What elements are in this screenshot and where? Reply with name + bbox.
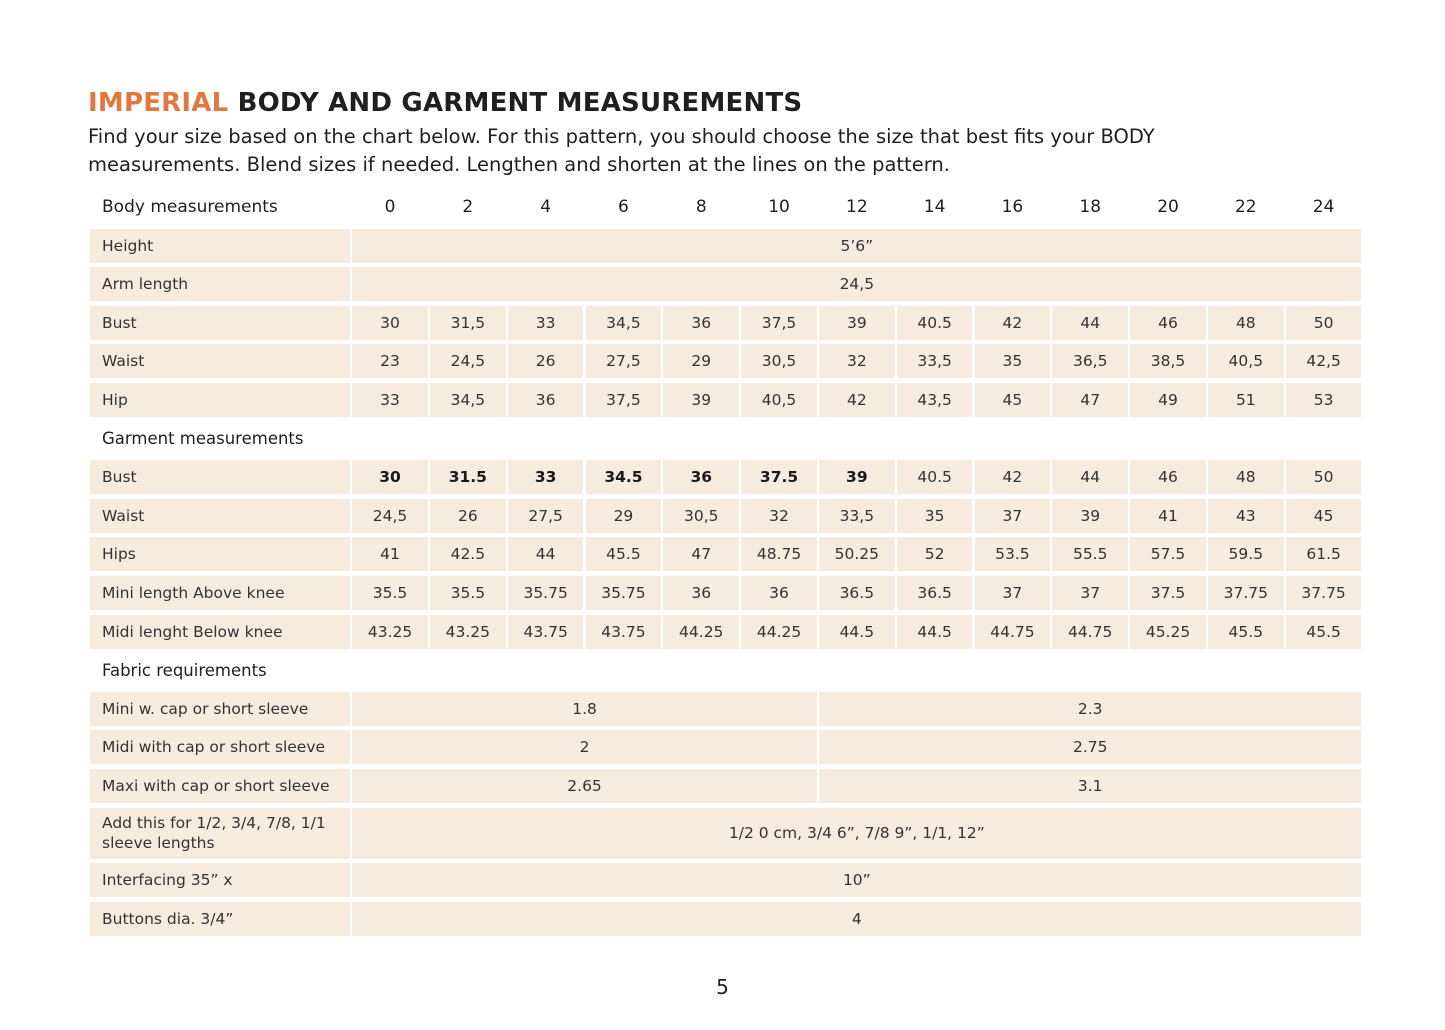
size-chart-table	[90, 190, 1359, 940]
table-cell: 44.25	[663, 615, 739, 649]
row-label: Waist	[90, 344, 350, 378]
table-cell: 44	[1052, 306, 1128, 340]
size-header: 20	[1157, 197, 1179, 217]
row-label: Midi lenght Below knee	[90, 615, 350, 649]
row-label: Interfacing 35” x	[90, 863, 350, 897]
table-cell: 42	[975, 306, 1051, 340]
title-rest: BODY AND GARMENT MEASUREMENTS	[228, 88, 803, 118]
table-cell: 34,5	[430, 383, 506, 417]
table-cell: 29	[663, 344, 739, 378]
size-header: 22	[1234, 197, 1257, 217]
table-cell: 37.5	[741, 460, 817, 494]
size-header: 6	[618, 197, 629, 217]
table-cell: 29	[586, 499, 662, 533]
table-cell: 26	[430, 499, 506, 533]
table-cell: 37,5	[741, 306, 817, 340]
size-header: 16	[1001, 197, 1024, 217]
table-cell: 40.5	[897, 460, 973, 494]
table-cell: 39	[819, 306, 895, 340]
table-cell: 33,5	[819, 499, 895, 533]
table-cell: 35	[975, 344, 1051, 378]
table-cell: 43.25	[352, 615, 428, 649]
table-cell: 36.5	[819, 576, 895, 610]
table-cell: 45.5	[1208, 615, 1284, 649]
table-cell: 36	[663, 576, 739, 610]
table-cell: 50	[1286, 306, 1362, 340]
table-cell: 37	[975, 576, 1051, 610]
table-cell: 35.5	[352, 576, 428, 610]
table-cell: 27,5	[586, 344, 662, 378]
table-cell: 45	[1286, 499, 1362, 533]
table-cell: 47	[663, 537, 739, 571]
title-accent: IMPERIAL	[88, 88, 229, 118]
table-cell: 45.25	[1130, 615, 1206, 649]
table-cell: 27,5	[508, 499, 584, 533]
row-label: Mini w. cap or short sleeve	[90, 692, 350, 726]
table-cell: 34,5	[586, 306, 662, 340]
table-cell: 36	[741, 576, 817, 610]
table-cell: 45.5	[586, 537, 662, 571]
table-cell: 37	[975, 499, 1051, 533]
size-header: 4	[540, 197, 552, 217]
table-cell: 26	[508, 344, 584, 378]
table-cell: 44	[1052, 460, 1128, 494]
table-cell: 40,5	[1208, 344, 1284, 378]
fabric-value: 2.75	[819, 730, 1361, 764]
table-cell: 42	[975, 460, 1051, 494]
size-header: 0	[384, 197, 396, 217]
table-cell: 37,5	[586, 383, 662, 417]
row-label: Bust	[90, 460, 350, 494]
table-cell: 43.25	[430, 615, 506, 649]
table-cell: 43.75	[586, 615, 662, 649]
table-cell: 24,5	[430, 344, 506, 378]
size-header: 14	[923, 197, 946, 217]
size-header: 24	[1312, 197, 1335, 217]
table-cell: 39	[1052, 499, 1128, 533]
table-cell: 31,5	[430, 306, 506, 340]
intro-line-1: Find your size based on the chart below. For this pattern, you should choose the size that best fits your BODY	[88, 125, 1155, 148]
table-cell: 37.75	[1286, 576, 1362, 610]
section-heading-garment: Garment measurements	[102, 429, 304, 449]
table-cell: 48	[1208, 460, 1284, 494]
table-cell: 40.5	[897, 306, 973, 340]
table-cell: 50	[1286, 460, 1362, 494]
table-cell: 36	[663, 460, 739, 494]
table-cell: 35.75	[508, 576, 584, 610]
table-cell: 48	[1208, 306, 1284, 340]
table-cell: 39	[819, 460, 895, 494]
fabric-value: 1.8	[352, 692, 816, 726]
height-value: 5’6”	[352, 229, 1361, 263]
table-cell: 32	[819, 344, 895, 378]
table-cell: 23	[352, 344, 428, 378]
table-cell: 50.25	[819, 537, 895, 571]
table-cell: 42.5	[430, 537, 506, 571]
size-header: 2	[462, 197, 474, 217]
row-label	[90, 808, 350, 859]
table-cell: 44.5	[819, 615, 895, 649]
intro-text	[88, 123, 1368, 179]
table-cell: 39	[663, 383, 739, 417]
table-cell: 45	[975, 383, 1051, 417]
table-cell: 53	[1286, 383, 1362, 417]
table-cell: 38,5	[1130, 344, 1206, 378]
table-cell: 33	[352, 383, 428, 417]
table-cell: 44.75	[975, 615, 1051, 649]
row-label: Maxi with cap or short sleeve	[90, 769, 350, 803]
table-cell: 36,5	[1052, 344, 1128, 378]
size-header: 18	[1079, 197, 1102, 217]
row-label: Hip	[90, 383, 350, 417]
header-label: Body measurements	[102, 197, 278, 217]
table-cell: 31.5	[430, 460, 506, 494]
row-label: Arm length	[90, 267, 350, 301]
section-heading-fabric: Fabric requirements	[102, 660, 267, 680]
size-header: 12	[846, 197, 868, 217]
row-label: Midi with cap or short sleeve	[90, 730, 350, 764]
interfacing-value: 10”	[352, 863, 1361, 897]
page-title	[88, 88, 802, 118]
table-cell: 44.5	[897, 615, 973, 649]
sleeve-value: 1/2 0 cm, 3/4 6”, 7/8 9”, 1/1, 12”	[352, 808, 1361, 859]
table-cell: 33	[508, 460, 584, 494]
size-header: 8	[695, 197, 707, 217]
table-cell: 40,5	[741, 383, 817, 417]
intro-line-2: measurements. Blend sizes if needed. Lengthen and shorten at the lines on the pattern.	[88, 153, 950, 176]
table-cell: 57.5	[1130, 537, 1206, 571]
fabric-value: 2.65	[352, 769, 816, 803]
table-cell: 35.75	[586, 576, 662, 610]
row-label: Bust	[90, 306, 350, 340]
fabric-value: 3.1	[819, 769, 1361, 803]
table-cell: 35	[897, 499, 973, 533]
page-number: 5	[716, 975, 729, 999]
sleeve-label-text: Add this for 1/2, 3/4, 7/8, 1/1 sleeve lengths	[102, 814, 326, 852]
table-cell: 49	[1130, 383, 1206, 417]
arm-length-value: 24,5	[352, 267, 1361, 301]
row-label: Mini length Above knee	[90, 576, 350, 610]
table-cell: 37.5	[1130, 576, 1206, 610]
table-cell: 46	[1130, 306, 1206, 340]
table-cell: 42	[819, 383, 895, 417]
table-cell: 33	[508, 306, 584, 340]
table-cell: 42,5	[1286, 344, 1362, 378]
table-cell: 44.75	[1052, 615, 1128, 649]
row-label: Buttons dia. 3/4”	[90, 902, 350, 936]
table-cell: 46	[1130, 460, 1206, 494]
table-cell: 32	[741, 499, 817, 533]
table-cell: 55.5	[1052, 537, 1128, 571]
table-cell: 41	[1130, 499, 1206, 533]
table-cell: 36	[663, 306, 739, 340]
table-cell: 30	[352, 460, 428, 494]
table-cell: 47	[1052, 383, 1128, 417]
table-cell: 33,5	[897, 344, 973, 378]
buttons-value: 4	[352, 902, 1361, 936]
table-cell: 37	[1052, 576, 1128, 610]
table-cell: 44.25	[741, 615, 817, 649]
table-cell: 34.5	[586, 460, 662, 494]
row-label: Height	[90, 229, 350, 263]
fabric-value: 2	[352, 730, 816, 764]
table-cell: 61.5	[1286, 537, 1362, 571]
table-cell: 43.75	[508, 615, 584, 649]
table-cell: 30	[352, 306, 428, 340]
table-cell: 52	[897, 537, 973, 571]
table-cell: 53.5	[975, 537, 1051, 571]
table-cell: 35.5	[430, 576, 506, 610]
row-label: Hips	[90, 537, 350, 571]
fabric-value: 2.3	[819, 692, 1361, 726]
table-cell: 30,5	[741, 344, 817, 378]
table-cell: 41	[352, 537, 428, 571]
table-cell: 43	[1208, 499, 1284, 533]
table-cell: 59.5	[1208, 537, 1284, 571]
table-cell: 36	[508, 383, 584, 417]
table-cell: 48.75	[741, 537, 817, 571]
size-header: 10	[768, 197, 790, 217]
table-cell: 51	[1208, 383, 1284, 417]
row-label: Waist	[90, 499, 350, 533]
table-cell: 24,5	[352, 499, 428, 533]
table-cell: 36.5	[897, 576, 973, 610]
table-cell: 30,5	[663, 499, 739, 533]
table-cell: 44	[508, 537, 584, 571]
table-cell: 45.5	[1286, 615, 1362, 649]
table-cell: 43,5	[897, 383, 973, 417]
table-cell: 37.75	[1208, 576, 1284, 610]
